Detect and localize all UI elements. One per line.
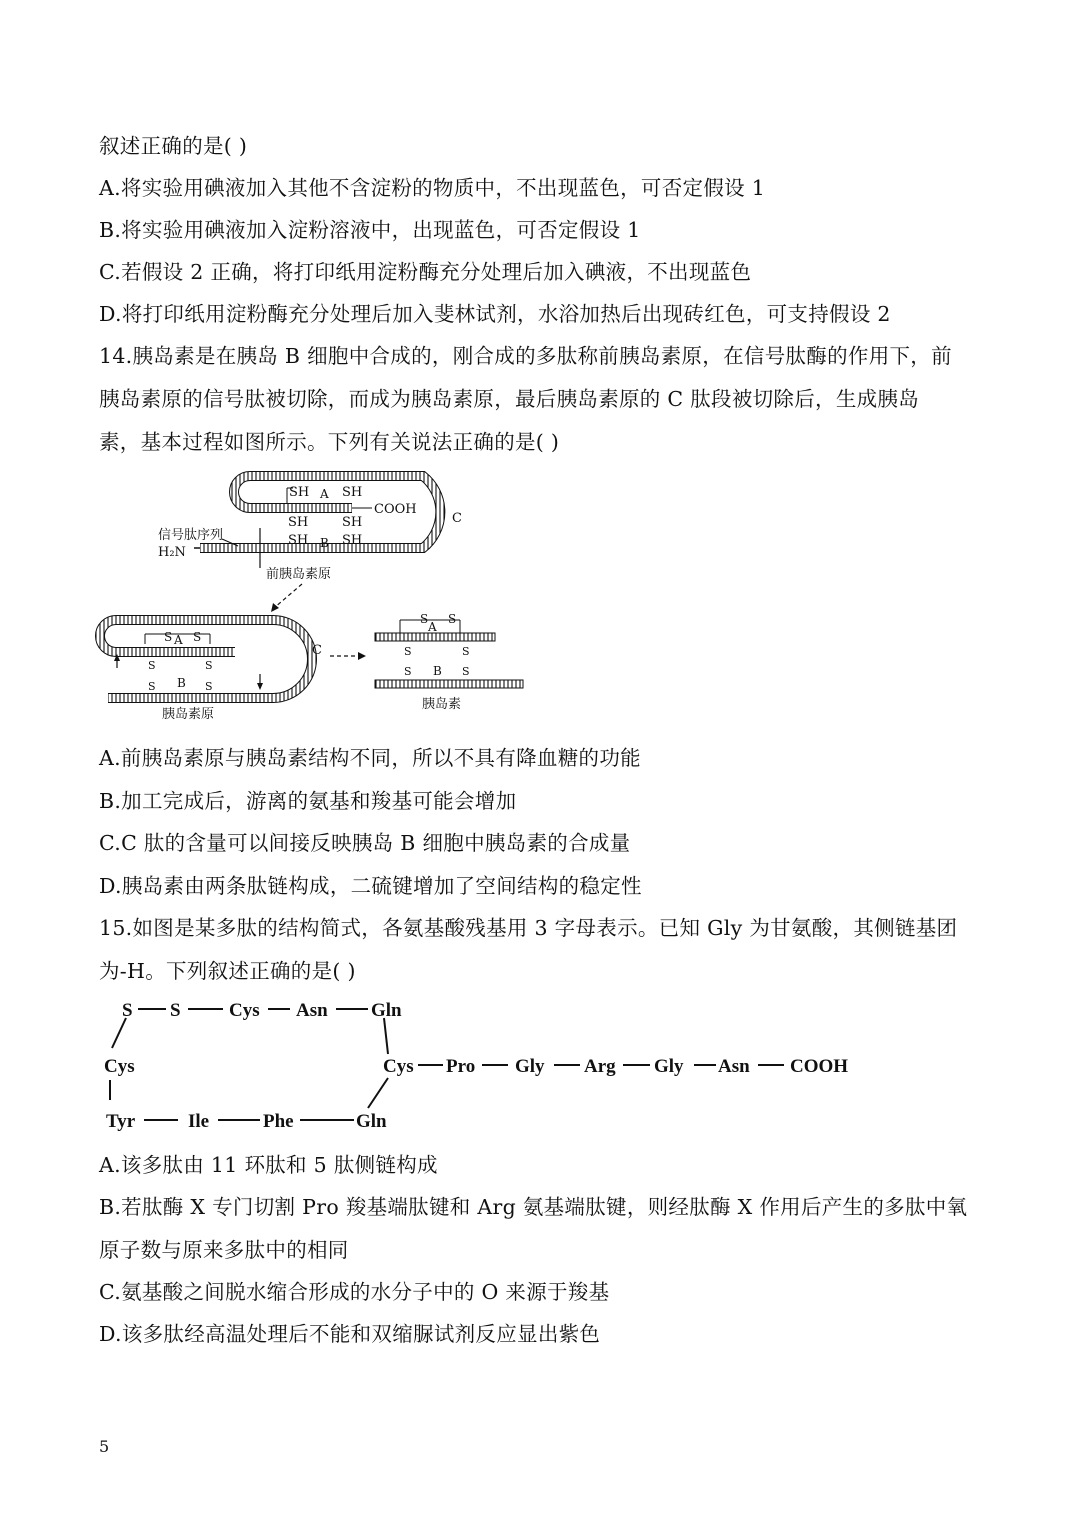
page-number: 5: [99, 1437, 110, 1456]
polypeptide-structure-diagram: [98, 994, 858, 1134]
q15-stem-line-1: 15.如图是某多肽的结构简式，各氨基酸残基用 3 字母表示。已知 Gly 为甘氨酸，其侧链基团: [99, 916, 958, 940]
c-peptide-label: C: [452, 511, 462, 526]
residue-gln: Gln: [356, 1111, 387, 1132]
sh-label: SH: [342, 533, 363, 548]
signal-sequence-label: 信号肽序列: [158, 528, 224, 543]
s-label: S: [148, 680, 156, 693]
residue-arg: Arg: [584, 1056, 616, 1077]
insulin-chains: [375, 620, 523, 688]
residue-cys: Cys: [383, 1056, 414, 1077]
preproinsulin-label: 前胰岛素原: [266, 567, 332, 582]
residue-phe: Phe: [263, 1111, 294, 1132]
proinsulin-label: 胰岛素原: [162, 707, 215, 720]
q14-stem-line-1: 14.胰岛素是在胰岛 B 细胞中合成的，刚合成的多肽称前胰岛素原，在信号肽酶的作用下，前: [99, 344, 952, 368]
s-label: S: [462, 665, 470, 678]
s-label: S: [148, 659, 156, 672]
chain-b-label: B: [320, 536, 329, 550]
s-label: S: [420, 612, 429, 626]
residue-s: S: [122, 1000, 133, 1021]
insulin-label: 胰岛素: [422, 697, 462, 712]
sh-label: SH: [342, 485, 363, 500]
s-label: S: [193, 630, 202, 644]
sh-label: SH: [288, 515, 309, 530]
sh-label: SH: [288, 533, 309, 548]
c-peptide-label: C: [312, 643, 322, 658]
residue-asn: Asn: [718, 1056, 750, 1077]
chain-a-label: A: [428, 620, 437, 634]
residue-pro: Pro: [446, 1056, 476, 1077]
q14-option-c: C.C 肽的含量可以间接反映胰岛 B 细胞中胰岛素的合成量: [99, 831, 631, 855]
residue-asn: Asn: [296, 1000, 328, 1021]
q15-stem-line-2: 为-H。下列叙述正确的是( ): [99, 959, 356, 983]
residue-gln: Gln: [371, 1000, 402, 1021]
h2n-label: H₂N: [158, 545, 186, 560]
q13-option-a: A.将实验用碘液加入其他不含淀粉的物质中，不出现蓝色，可否定假设 1: [99, 176, 766, 200]
q13-option-d: D.将打印纸用淀粉酶充分处理后加入斐林试剂，水浴加热后出现砖红色，可支持假设 2: [99, 302, 891, 326]
residue-s: S: [170, 1000, 181, 1021]
q13-option-c: C.若假设 2 正确，将打印纸用淀粉酶充分处理后加入碘液，不出现蓝色: [99, 260, 752, 284]
q15-option-d: D.该多肽经高温处理后不能和双缩脲试剂反应显出紫色: [99, 1322, 601, 1346]
chain-a-label: A: [174, 633, 183, 647]
q15-option-b-line-1: B.若肽酶 X 专门切割 Pro 羧基端肽键和 Arg 氨基端肽键，则经肽酶 X 作用后产生的多肽中氧: [99, 1195, 968, 1219]
s-label: S: [205, 659, 213, 672]
s-label: S: [404, 645, 412, 658]
q14-stem-line-3: 素，基本过程如图所示。下列有关说法正确的是( ): [99, 430, 560, 454]
terminal-cooh: COOH: [790, 1056, 849, 1077]
preproinsulin-chain: [194, 476, 440, 568]
q13-stem: 叙述正确的是( ): [99, 134, 248, 158]
q14-option-d: D.胰岛素由两条肽链构成，二硫键增加了空间结构的稳定性: [99, 874, 642, 898]
sh-label: SH: [289, 485, 310, 500]
q13-option-b: B.将实验用碘液加入淀粉溶液中，出现蓝色，可否定假设 1: [99, 218, 641, 242]
s-label: S: [205, 680, 213, 693]
q15-option-b-line-2: 原子数与原来多肽中的相同: [99, 1238, 349, 1262]
sh-label: SH: [342, 515, 363, 530]
chain-a-label: A: [320, 487, 329, 501]
residue-gly: Gly: [654, 1056, 684, 1077]
residue-cys: Cys: [229, 1000, 260, 1021]
q14-option-a: A.前胰岛素原与胰岛素结构不同，所以不具有降血糖的功能: [99, 746, 641, 770]
s-label: S: [462, 645, 470, 658]
q15-option-a: A.该多肽由 11 环肽和 5 肽侧链构成: [99, 1153, 438, 1177]
q15-option-c: C.氨基酸之间脱水缩合形成的水分子中的 O 来源于羧基: [99, 1280, 610, 1304]
residue-ile: Ile: [188, 1111, 210, 1132]
residue-cys: Cys: [104, 1056, 135, 1077]
chain-b-label: B: [433, 664, 442, 678]
insulin-processing-diagram: [90, 468, 540, 720]
s-label: S: [164, 630, 173, 644]
q14-stem-line-2: 胰岛素原的信号肽被切除，而成为胰岛素原，最后胰岛素原的 C 肽段被切除后，生成胰岛: [99, 387, 920, 411]
q14-option-b: B.加工完成后，游离的氨基和羧基可能会增加: [99, 789, 517, 813]
chain-b-label: B: [177, 676, 186, 690]
cooh-label: COOH: [374, 502, 417, 517]
s-label: S: [448, 612, 457, 626]
residue-tyr: Tyr: [106, 1111, 136, 1132]
s-label: S: [404, 665, 412, 678]
residue-gly: Gly: [515, 1056, 545, 1077]
